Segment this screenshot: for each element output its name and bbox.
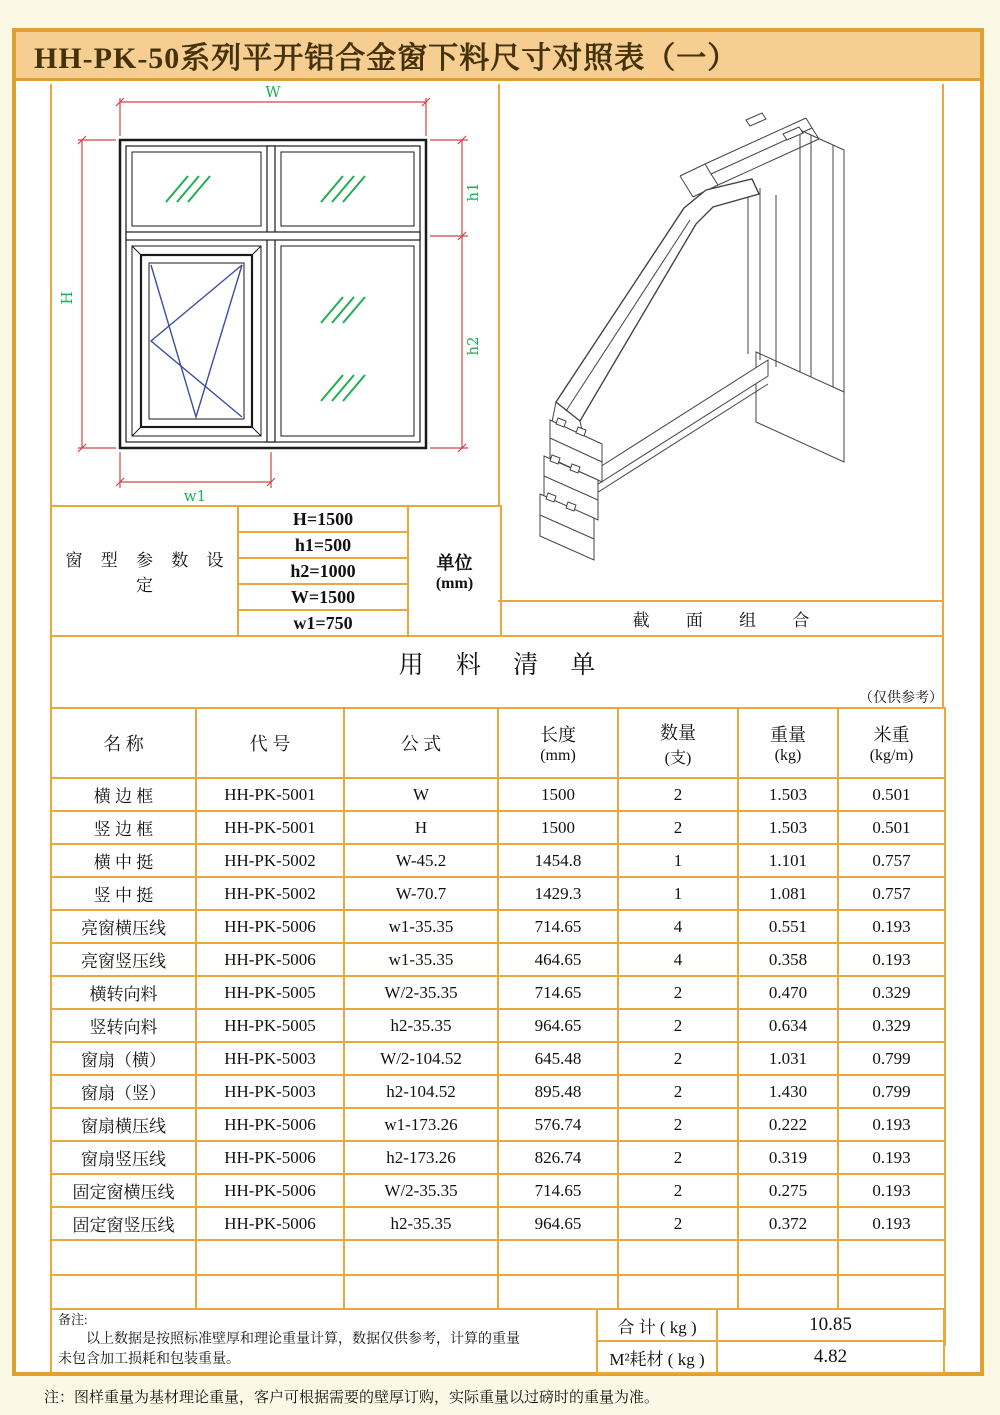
col-weight: 重量 (kg)	[738, 708, 838, 778]
bom-cell: 1500	[498, 778, 618, 811]
reference-only-note: （仅供参考）	[859, 691, 943, 706]
bom-cell: 0.193	[838, 1141, 945, 1174]
bom-cell: HH-PK-5001	[196, 811, 344, 844]
bom-cell: 固定窗竖压线	[51, 1207, 196, 1240]
bom-cell: 1.031	[738, 1042, 838, 1075]
bom-cell: 横 中 挺	[51, 844, 196, 877]
dim-label-w: W	[265, 84, 281, 101]
col-name: 名 称	[51, 708, 196, 778]
bom-cell: 645.48	[498, 1042, 618, 1075]
bom-title: 用 料 清 单	[398, 652, 609, 679]
bom-empty-cell	[738, 1275, 838, 1310]
bom-cell: HH-PK-5003	[196, 1042, 344, 1075]
col-code: 代 号	[196, 708, 344, 778]
bom-row	[51, 1108, 945, 1141]
bom-table	[50, 707, 946, 1346]
bom-cell: 826.74	[498, 1141, 618, 1174]
bom-cell: 0.358	[738, 943, 838, 976]
bom-row	[51, 1141, 945, 1174]
totals-table	[596, 1308, 945, 1374]
param-table-label: 窗 型 参 数 设 定	[51, 506, 238, 636]
bom-cell: 窗扇（横）	[51, 1042, 196, 1075]
bom-cell: 714.65	[498, 1174, 618, 1207]
window-frame	[120, 140, 426, 448]
bom-cell: HH-PK-5006	[196, 1108, 344, 1141]
bom-cell: 576.74	[498, 1108, 618, 1141]
bom-empty-cell	[196, 1240, 344, 1275]
bom-cell: W/2-35.35	[344, 1174, 498, 1207]
bom-cell: 1500	[498, 811, 618, 844]
bom-cell: 4	[618, 943, 738, 976]
bom-empty-cell	[618, 1275, 738, 1310]
bom-cell: 亮窗竖压线	[51, 943, 196, 976]
bom-cell: 0.275	[738, 1174, 838, 1207]
bom-empty-cell	[618, 1240, 738, 1275]
bom-empty-cell	[738, 1240, 838, 1275]
bom-cell: h2-173.26	[344, 1141, 498, 1174]
bom-cell: 4	[618, 910, 738, 943]
bom-cell: 固定窗横压线	[51, 1174, 196, 1207]
bom-empty-cell	[51, 1240, 196, 1275]
profile-section-drawing	[500, 84, 942, 600]
bom-cell: W	[344, 778, 498, 811]
bom-cell: 竖 边 框	[51, 811, 196, 844]
bom-cell: HH-PK-5005	[196, 976, 344, 1009]
param-h1: h1=500	[238, 532, 408, 558]
bom-row	[51, 976, 945, 1009]
bom-cell: 0.329	[838, 976, 945, 1009]
title-bar	[16, 32, 980, 81]
bom-cell: HH-PK-5002	[196, 877, 344, 910]
bom-cell: h2-35.35	[344, 1009, 498, 1042]
bom-cell: 0.501	[838, 811, 945, 844]
bom-cell: 1	[618, 844, 738, 877]
bom-cell: HH-PK-5001	[196, 778, 344, 811]
bom-cell: 0.757	[838, 844, 945, 877]
remark-label: 备注:	[58, 1312, 88, 1327]
bom-cell: 0.551	[738, 910, 838, 943]
bom-row	[51, 778, 945, 811]
param-W: W=1500	[238, 584, 408, 610]
per-sqm-value: 4.82	[717, 1341, 944, 1373]
bom-cell: 0.757	[838, 877, 945, 910]
bom-cell: 0.319	[738, 1141, 838, 1174]
bom-row	[51, 844, 945, 877]
bom-empty-cell	[498, 1275, 618, 1310]
bom-empty-cell	[838, 1240, 945, 1275]
param-unit-cell	[408, 506, 501, 636]
bom-cell: 0.501	[838, 778, 945, 811]
bom-cell: 2	[618, 811, 738, 844]
bom-cell: h2-35.35	[344, 1207, 498, 1240]
bom-cell: 横转向料	[51, 976, 196, 1009]
remark-line2: 未包含加工损耗和包装重量。	[58, 1352, 240, 1368]
bom-empty-cell	[196, 1275, 344, 1310]
bom-empty-cell	[51, 1275, 196, 1310]
bom-cell: 1429.3	[498, 877, 618, 910]
col-qty: 数量 (支)	[618, 708, 738, 778]
bom-row	[51, 943, 945, 976]
bom-cell: 0.329	[838, 1009, 945, 1042]
param-h2: h2=1000	[238, 558, 408, 584]
per-sqm-label: M²耗材 ( kg )	[597, 1341, 717, 1373]
bom-row	[51, 1075, 945, 1108]
bom-cell: w1-35.35	[344, 943, 498, 976]
dim-label-h1: h1	[464, 182, 482, 202]
bom-cell: 0.372	[738, 1207, 838, 1240]
bom-cell: 964.65	[498, 1009, 618, 1042]
bom-cell: 1.081	[738, 877, 838, 910]
unit-value: (mm)	[435, 575, 474, 592]
bom-empty-row	[51, 1275, 945, 1310]
bom-row	[51, 1042, 945, 1075]
remark-box	[50, 1308, 596, 1372]
bottom-note: 注：图样重量为基材理论重量，客户可根据需要的壁厚订购，实际重量以过磅时的重量为准。	[44, 1390, 660, 1406]
bom-row	[51, 1174, 945, 1207]
bom-cell: 横 边 框	[51, 778, 196, 811]
bom-cell: 964.65	[498, 1207, 618, 1240]
col-weight-per-m: 米重 (kg/m)	[838, 708, 945, 778]
bom-cell: w1-35.35	[344, 910, 498, 943]
bom-empty-cell	[344, 1240, 498, 1275]
bom-cell: 2	[618, 778, 738, 811]
bom-empty-cell	[344, 1275, 498, 1310]
remark-line1: 以上数据是按照标准壁厚和理论重量计算，数据仅供参考，计算的重量	[86, 1331, 520, 1347]
bom-cell: HH-PK-5002	[196, 844, 344, 877]
bom-cell: 0.193	[838, 1174, 945, 1207]
bom-cell: 2	[618, 976, 738, 1009]
bom-cell: 714.65	[498, 910, 618, 943]
bom-cell: 2	[618, 1042, 738, 1075]
unit-label: 单位	[436, 553, 473, 573]
bom-cell: 1	[618, 877, 738, 910]
bom-cell: 2	[618, 1174, 738, 1207]
bom-cell: 464.65	[498, 943, 618, 976]
total-weight-label: 合 计 ( kg )	[597, 1309, 717, 1341]
col-formula: 公 式	[344, 708, 498, 778]
bom-row	[51, 1009, 945, 1042]
bom-cell: HH-PK-5006	[196, 1207, 344, 1240]
bom-cell: 2	[618, 1009, 738, 1042]
bom-cell: 竖转向料	[51, 1009, 196, 1042]
bom-cell: 0.799	[838, 1075, 945, 1108]
bom-cell: 1.101	[738, 844, 838, 877]
param-w1: w1=750	[238, 610, 408, 636]
bom-cell: w1-173.26	[344, 1108, 498, 1141]
bom-cell: HH-PK-5005	[196, 1009, 344, 1042]
bom-cell: h2-104.52	[344, 1075, 498, 1108]
bom-cell: 895.48	[498, 1075, 618, 1108]
bom-cell: 0.634	[738, 1009, 838, 1042]
bom-cell: 亮窗横压线	[51, 910, 196, 943]
bom-cell: 窗扇竖压线	[51, 1141, 196, 1174]
bom-cell: 2	[618, 1075, 738, 1108]
window-elevation-diagram	[52, 84, 498, 505]
param-H: H=1500	[238, 506, 408, 532]
window-parameters-table	[50, 505, 502, 637]
bom-empty-cell	[838, 1275, 945, 1310]
bom-cell: HH-PK-5006	[196, 910, 344, 943]
bom-cell: HH-PK-5003	[196, 1075, 344, 1108]
bom-cell: 0.222	[738, 1108, 838, 1141]
col-length: 长度 (mm)	[498, 708, 618, 778]
total-weight-value: 10.85	[717, 1309, 944, 1341]
bom-cell: 0.193	[838, 910, 945, 943]
bom-cell: W-70.7	[344, 877, 498, 910]
bom-empty-row	[51, 1240, 945, 1275]
bom-cell: W/2-104.52	[344, 1042, 498, 1075]
dim-label-h: H	[58, 291, 76, 305]
bom-cell: 0.799	[838, 1042, 945, 1075]
bom-row	[51, 877, 945, 910]
page-title: HH-PK-50系列平开铝合金窗下料尺寸对照表（一）	[34, 42, 739, 75]
bom-cell: 1.430	[738, 1075, 838, 1108]
bom-row	[51, 910, 945, 943]
bom-cell: 2	[618, 1141, 738, 1174]
bom-row	[51, 811, 945, 844]
bom-cell: 0.193	[838, 943, 945, 976]
bom-cell: H	[344, 811, 498, 844]
bom-cell: HH-PK-5006	[196, 943, 344, 976]
bom-cell: 0.193	[838, 1108, 945, 1141]
bom-cell: HH-PK-5006	[196, 1141, 344, 1174]
dim-label-w1: w1	[183, 487, 207, 505]
bom-cell: 714.65	[498, 976, 618, 1009]
bom-empty-cell	[498, 1240, 618, 1275]
bom-cell: 0.470	[738, 976, 838, 1009]
bom-row	[51, 1207, 945, 1240]
bom-cell: HH-PK-5006	[196, 1174, 344, 1207]
section-caption: 截 面 组 合	[498, 600, 944, 637]
bom-cell: 1.503	[738, 778, 838, 811]
bom-cell: 2	[618, 1108, 738, 1141]
bom-cell: 窗扇横压线	[51, 1108, 196, 1141]
bom-cell: 窗扇（竖）	[51, 1075, 196, 1108]
bom-cell: 1.503	[738, 811, 838, 844]
bom-header-row	[51, 708, 945, 778]
bom-cell: 0.193	[838, 1207, 945, 1240]
dim-label-h2: h2	[464, 336, 482, 356]
bom-cell: 1454.8	[498, 844, 618, 877]
bom-cell: 竖 中 挺	[51, 877, 196, 910]
bom-cell: W-45.2	[344, 844, 498, 877]
bom-cell: W/2-35.35	[344, 976, 498, 1009]
bom-cell: 2	[618, 1207, 738, 1240]
